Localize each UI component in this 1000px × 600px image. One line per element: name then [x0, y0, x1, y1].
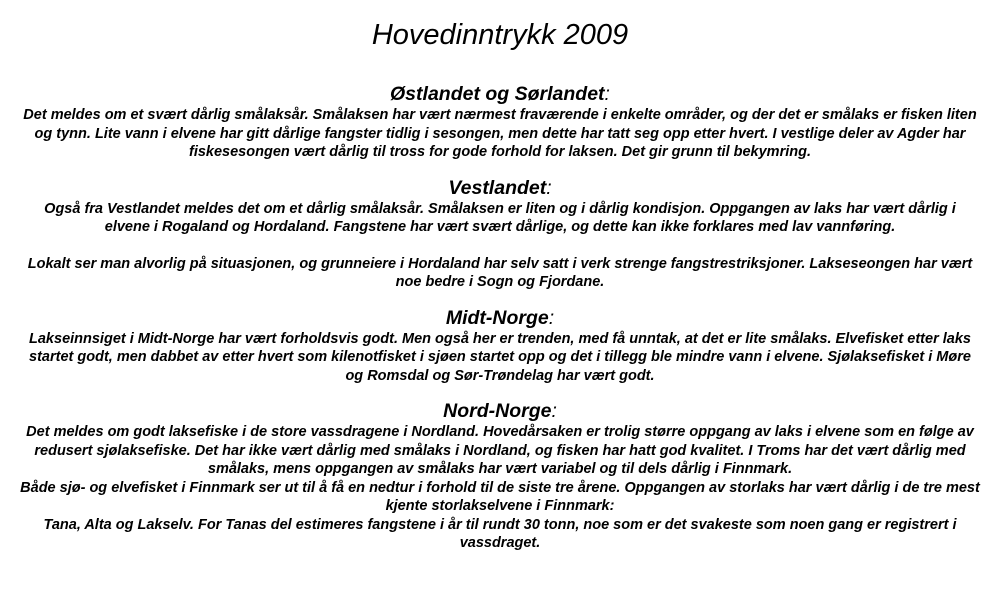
section-heading-text: Vestlandet	[448, 176, 547, 199]
document-body	[20, 82, 980, 567]
section-paragraph: Det meldes om godt laksefiske i de store vassdragene i Nordland. Hovedårsaken er trolig større oppgang av laks i elvene som en følge av redusert sjølaksefiske. Det har ikke vært dårlig med smålaks i Nordland, og fisken har hatt god kvalitet. I Troms har det vært dårlig med smålaks, mens oppgangen av smålaks har vært variabel og til dels dårlig i Finnmark.	[26, 424, 974, 477]
section-midt-norge	[20, 306, 980, 386]
section-paragraph: Lokalt ser man alvorlig på situasjonen, og grunneiere i Hordaland har selv satt i verk strenge fangstrestriksjoner. Lakseseongen har vært noe bedre i Sogn og Fjordane.	[27, 255, 973, 290]
section-heading-colon: :	[548, 306, 555, 329]
section-heading	[20, 176, 980, 200]
section-paragraph: Både sjø- og elvefisket i Finnmark ser ut til å få en nedtur i forhold til de siste tre årene. Oppgangen av storlaks har vært dårlig i de tre mest kjente storlakselvene i Finnmark:	[20, 479, 980, 514]
section-heading-text: Nord-Norge	[443, 400, 552, 422]
section-paragraph: Tana, Alta og Lakselv. For Tanas del estimeres fangstene i år til rundt 30 tonn, noe som er det svakeste som noen gang er registrert i vassdraget.	[43, 516, 957, 551]
section-heading-colon: :	[551, 400, 557, 422]
section-heading-text: Midt-Norge	[445, 306, 549, 329]
section-paragraph: Lakseinnsiget i Midt-Norge har vært forholdsvis godt. Men også her er trenden, med få unntak, at det er lite smålaks. Elvefisket etter laks startet godt, men dabbet av etter hvert som kilenotfisket i sjøen startet opp og det i tillegg ble mindre vann i elvene. Sjølaksefisket i Møre og Romsdal og Sør-Trøndelag har vært godt.	[29, 330, 971, 384]
section-heading	[20, 399, 980, 423]
section-paragraph: Det meldes om et svært dårlig smålaksår. Smålaksen har vært nærmest fraværende i enkelte områder, og der det er smålaks er fisken liten og tynn. Lite vann i elvene har gitt dårlige fangster tidlig i sesongen, men dette har tatt seg opp etter hvert. I vestlige deler av Agder har fiskesesongen vært dårlig til tross for gode forhold for laksen. Det gir grunn til bekymring.	[23, 107, 977, 160]
section-heading-colon: :	[546, 176, 552, 199]
section-heading	[20, 82, 980, 106]
section-paragraph: Også fra Vestlandet meldes det om et dårlig smålaksår. Smålaksen er liten og i dårlig kondisjon. Oppgangen av laks har vært dårlig i elvene i Rogaland og Hordaland. Fangstene har vært svært dårlige, og dette kan ikke forklares med lav vannføring.	[44, 200, 956, 235]
section-heading-text: Østlandet og Sørlandet	[390, 83, 605, 105]
section-ostlandet-sorlandet	[20, 82, 980, 162]
section-vestlandet	[20, 176, 980, 292]
page-title: Hovedinntrykk 2009	[371, 19, 629, 51]
section-heading-colon: :	[604, 83, 610, 105]
section-heading	[20, 306, 980, 330]
section-nord-norge	[20, 399, 980, 553]
